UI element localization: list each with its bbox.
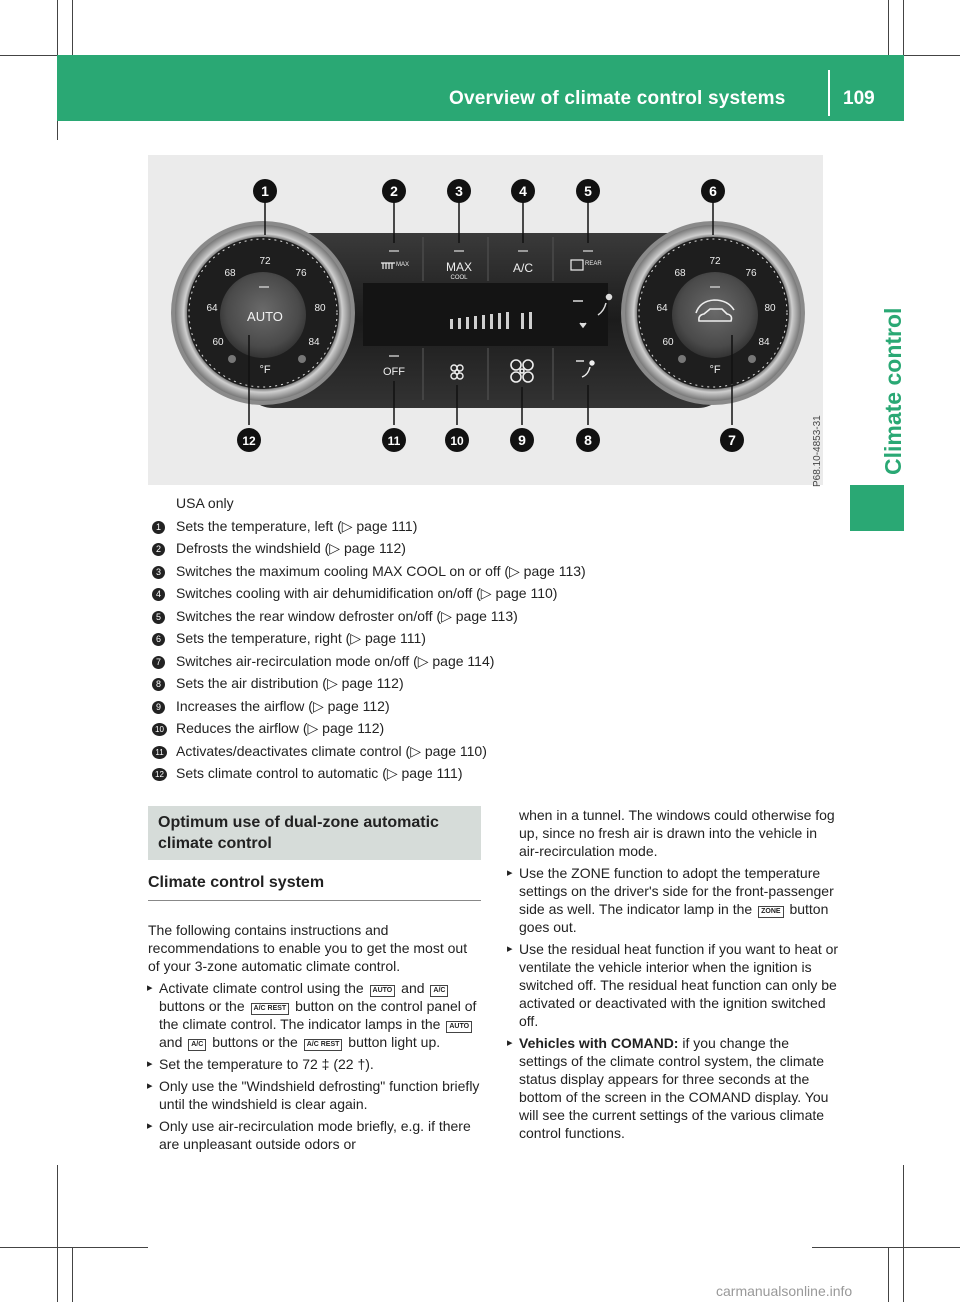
legend-text: Sets the air distribution (▷ page 112) [176, 675, 404, 691]
legend-number: 5 [152, 611, 165, 624]
legend-item [152, 740, 832, 763]
subsection-heading: Climate control system [148, 874, 481, 901]
max-label[interactable]: MAX [445, 260, 473, 274]
callout-2: 2 [390, 183, 398, 199]
left-dial-tick-76: 76 [295, 268, 307, 279]
legend-item [152, 582, 832, 605]
page-number: 109 [843, 88, 875, 109]
page-title: Overview of climate control systems [449, 88, 786, 109]
list-item: ▸ Set the temperature to 72 ‡ (22 †). [148, 1055, 481, 1073]
list-item: ▸ Activate climate control using the AUTO and A/C buttons or the A/C REST button on the control panel of the climate control. The indicator lamps in the AUTO and A/C buttons or the A/C REST button light up. [148, 979, 481, 1051]
right-dial-tick-64: 64 [656, 303, 668, 314]
list-item: ▸ Vehicles with COMAND: if you change the settings of the climate control system, the climate status display appears for three seconds at the bottom of the screen in the COMAND display. You will see the current settings of the various climate control functions. [508, 1034, 840, 1142]
auto-symbol-icon: AUTO [370, 985, 396, 997]
legend-text: Sets the temperature, left (▷ page 111) [176, 517, 418, 534]
right-dial-unit: °F [709, 364, 721, 376]
right-dial-tick-60: 60 [662, 337, 674, 348]
right-dial-knob[interactable] [672, 272, 758, 358]
header-divider [828, 70, 830, 116]
section-tab-marker [850, 485, 904, 531]
legend-item [152, 605, 832, 628]
auto-symbol-icon: AUTO [446, 1021, 472, 1033]
legend-item [152, 627, 832, 650]
legend-text: Reduces the airflow (▷ page 112) [176, 720, 385, 736]
auto-label[interactable]: AUTO [247, 309, 283, 324]
legend-number: 3 [152, 566, 165, 579]
figure-legend [152, 492, 832, 785]
crop-mark [888, 0, 889, 55]
callout-11: 11 [387, 434, 401, 448]
left-dial-tick-72: 72 [259, 256, 271, 267]
legend-text: Switches the maximum cooling MAX COOL on or off (▷ page 113) [176, 562, 586, 579]
legend-number: 4 [152, 588, 165, 601]
left-dial-sensor [228, 355, 236, 363]
legend-number: 7 [152, 656, 165, 669]
right-dial-sensor [678, 355, 686, 363]
callout-8: 8 [584, 432, 592, 448]
legend-item [152, 672, 832, 695]
ac-symbol-icon: A/C [188, 1039, 206, 1051]
crop-mark [72, 1247, 73, 1302]
left-dial-tick-60: 60 [212, 337, 224, 348]
legend-number: 8 [152, 678, 165, 691]
crop-mark [888, 1247, 889, 1302]
crop-mark [812, 1247, 960, 1248]
legend-item [152, 762, 832, 785]
legend-number: 2 [152, 543, 165, 556]
legend-text: Sets the temperature, right (▷ page 111) [176, 630, 426, 646]
max-small-label: MAX [396, 262, 410, 268]
legend-text: Sets climate control to automatic (▷ page 111) [176, 765, 463, 781]
crop-mark [0, 1247, 148, 1248]
right-dial-lamp [710, 286, 720, 288]
left-dial-lamp [259, 286, 269, 288]
crop-mark [57, 1165, 58, 1302]
left-dial-tick-68: 68 [224, 268, 236, 279]
callout-6: 6 [709, 183, 717, 199]
left-dial-sensor [298, 355, 306, 363]
legend-item [152, 695, 832, 718]
left-column [148, 806, 481, 1153]
continued-text: when in a tunnel. The windows could otherwise fog up, since no fresh air is drawn into the vehicle in air-recirculation mode. [519, 807, 835, 859]
left-dial-unit: °F [259, 364, 271, 376]
ac-rest-symbol-icon: A/C REST [251, 1003, 290, 1015]
callout-10: 10 [450, 434, 464, 448]
left-dial-tick-64: 64 [206, 303, 218, 314]
list-item: ▸ Only use air-recirculation mode briefly, e.g. if there are unpleasant outside odors or [148, 1117, 481, 1153]
legend-item [152, 717, 832, 740]
ac-rest-symbol-icon: A/C REST [304, 1039, 343, 1051]
legend-number: 1 [152, 521, 165, 534]
left-dial-tick-80: 80 [314, 303, 326, 314]
legend-text: Switches air-recirculation mode on/off (▷ page 114) [176, 652, 495, 669]
legend-number: 10 [152, 723, 167, 736]
off-button-label[interactable]: OFF [383, 366, 405, 378]
section-heading: Optimum use of dual-zone automatic climate control [148, 806, 481, 860]
ac-button-label[interactable]: A/C [512, 261, 534, 275]
tips-list [148, 979, 481, 1153]
right-column [508, 806, 840, 1142]
usa-only-note: USA only [176, 495, 234, 511]
figure-code: P68.10-4853-31 [812, 415, 823, 487]
list-item: ▸ Use the residual heat function if you want to heat or ventilate the vehicle interior when the ignition is switched off. The residual heat function can only be activated or deactivated with the ignition switched off. [508, 940, 840, 1030]
rear-label: REAR [585, 261, 602, 267]
watermark: carmanualsonline.info [716, 1283, 853, 1299]
zone-symbol-icon: ZONE [758, 906, 783, 918]
legend-item [152, 537, 832, 560]
intro-paragraph: The following contains instructions and recommendations to enable you to get the most out of your 3-zone automatic climate control. [148, 922, 468, 974]
right-dial-tick-80: 80 [764, 303, 776, 314]
section-tab-label: Climate control [880, 307, 906, 475]
display-strip [363, 283, 608, 346]
cool-label: COOL [450, 275, 468, 281]
callout-12: 12 [242, 434, 256, 448]
legend-text: Activates/deactivates climate control (▷ page 110) [176, 742, 487, 759]
tips-list-continued [508, 864, 840, 1142]
right-dial-tick-68: 68 [674, 268, 686, 279]
legend-number: 9 [152, 701, 165, 714]
crop-mark [72, 0, 73, 55]
right-dial-sensor [748, 355, 756, 363]
ac-symbol-icon: A/C [430, 985, 448, 997]
legend-text: Switches cooling with air dehumidification on/off (▷ page 110) [176, 585, 558, 601]
right-dial-tick-84: 84 [758, 337, 770, 348]
legend-text: Increases the airflow (▷ page 112) [176, 697, 390, 714]
legend-text: Defrosts the windshield (▷ page 112) [176, 540, 406, 556]
callout-9: 9 [518, 432, 526, 448]
comand-label: Vehicles with COMAND: [519, 1035, 679, 1051]
right-dial-tick-76: 76 [745, 268, 757, 279]
climate-panel-figure [148, 155, 823, 485]
legend-item [152, 650, 832, 673]
callout-3: 3 [455, 183, 463, 199]
left-dial-tick-84: 84 [308, 337, 320, 348]
legend-number: 11 [152, 746, 167, 759]
legend-number: 12 [152, 768, 167, 781]
legend-item [152, 515, 832, 538]
climate-panel-illustration [148, 155, 823, 485]
list-item: ▸ Only use the "Windshield defrosting" function briefly until the windshield is clear again. [148, 1077, 481, 1113]
callout-7: 7 [728, 432, 736, 448]
list-item: ▸ Use the ZONE function to adopt the temperature settings on the driver's side for the front-passenger side as well. The indicator lamp in the ZONE button goes out. [508, 864, 840, 936]
crop-mark [903, 1165, 904, 1302]
right-dial-tick-72: 72 [709, 256, 721, 267]
legend-number: 6 [152, 633, 165, 646]
legend-text: Switches the rear window defroster on/off (▷ page 113) [176, 607, 518, 624]
callout-1: 1 [261, 183, 269, 199]
callout-5: 5 [584, 183, 592, 199]
callout-4: 4 [519, 183, 527, 199]
legend-item [152, 560, 832, 583]
